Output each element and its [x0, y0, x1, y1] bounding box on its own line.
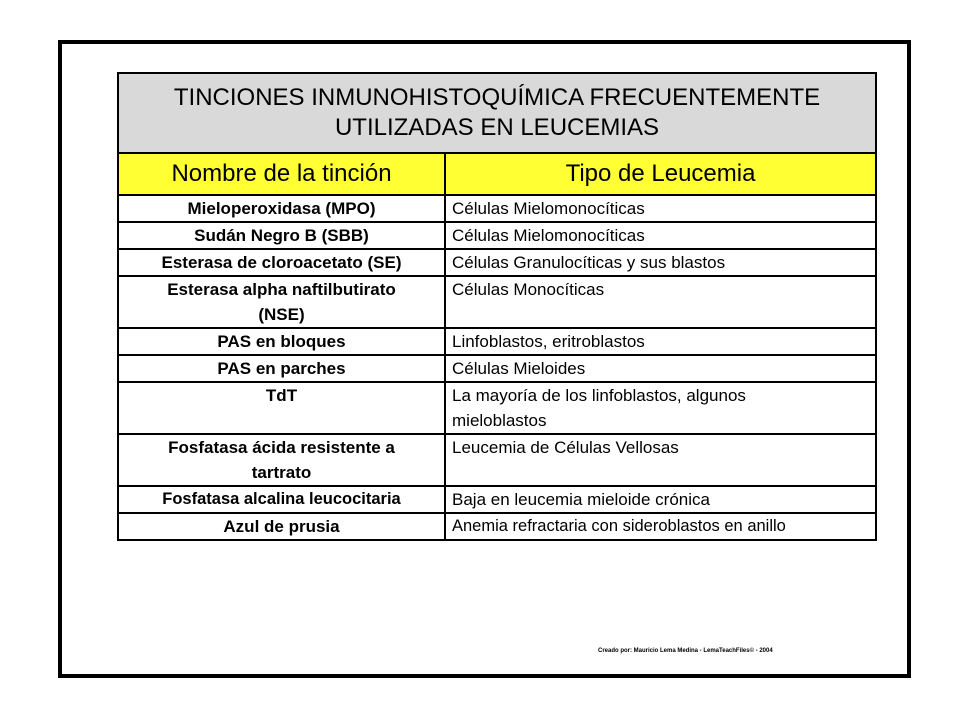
stain-cell: PAS en bloques	[118, 328, 445, 355]
table-row	[118, 486, 876, 513]
stain-cell: Sudán Negro B (SBB)	[118, 222, 445, 249]
credit-note: Creado por: Mauricio Lema Medina - LemaTeachFiles© - 2004	[598, 648, 773, 654]
table-row	[118, 355, 876, 382]
table-row	[118, 276, 876, 328]
title-line-2: UTILIZADAS EN LEUCEMIAS	[334, 114, 660, 141]
type-cell: Anemia refractaria con sideroblastos en anillo	[445, 513, 876, 540]
table-row	[118, 222, 876, 249]
stain-cell: Esterasa de cloroacetato (SE)	[118, 249, 445, 276]
type-cell: Células Mielomonocíticas	[445, 222, 876, 249]
table-title	[118, 73, 876, 153]
header-row	[118, 153, 876, 195]
type-cell: La mayoría de los linfoblastos, algunos mieloblastos	[445, 382, 876, 434]
type-cell: Baja en leucemia mieloide crónica	[445, 486, 876, 513]
title-row	[118, 73, 876, 153]
stain-cell: Azul de prusia	[118, 513, 445, 540]
table-row	[118, 434, 876, 486]
table-row	[118, 328, 876, 355]
type-cell: Células Mieloides	[445, 355, 876, 382]
title-line-1: TINCIONES INMUNOHISTOQUÍMICA FRECUENTEMENTE	[173, 84, 821, 111]
stain-cell: Esterasa alpha naftilbutirato (NSE)	[118, 276, 445, 328]
table-row	[118, 382, 876, 434]
column-header-stain: Nombre de la tinción	[118, 153, 445, 195]
column-header-type: Tipo de Leucemia	[445, 153, 876, 195]
table-row	[118, 513, 876, 540]
stain-cell: TdT	[118, 382, 445, 434]
stain-cell: Fosfatasa alcalina leucocitaria	[118, 486, 445, 513]
type-cell: Linfoblastos, eritroblastos	[445, 328, 876, 355]
type-cell: Células Granulocíticas y sus blastos	[445, 249, 876, 276]
stain-cell: Mieloperoxidasa (MPO)	[118, 195, 445, 222]
table-row	[118, 195, 876, 222]
stain-cell: Fosfatasa ácida resistente a tartrato	[118, 434, 445, 486]
type-cell: Células Mielomonocíticas	[445, 195, 876, 222]
stain-cell: PAS en parches	[118, 355, 445, 382]
type-cell: Leucemia de Células Vellosas	[445, 434, 876, 486]
stains-table	[117, 72, 877, 541]
table-row	[118, 249, 876, 276]
type-cell: Células Monocíticas	[445, 276, 876, 328]
